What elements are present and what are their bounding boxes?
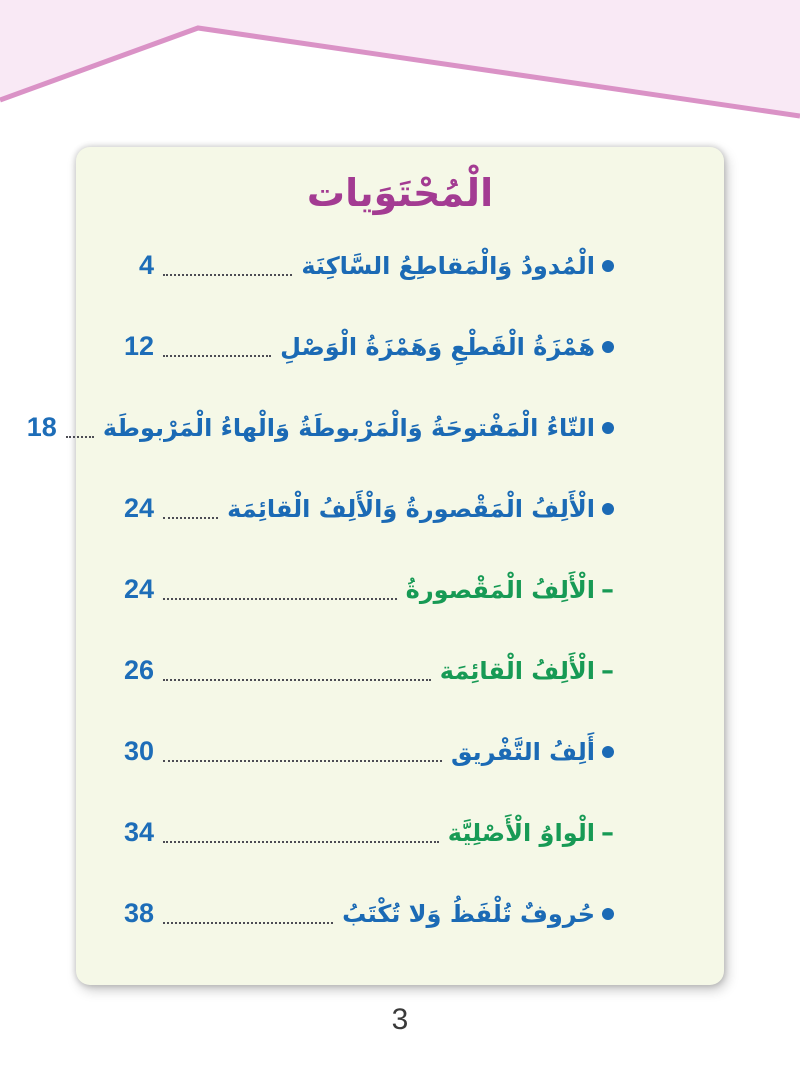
toc-entry [76,549,724,630]
dotted-leader [163,922,333,924]
bullet-icon [602,422,614,434]
bullet-icon [602,503,614,515]
toc-entry-text [451,738,614,766]
toc-entry-text [342,900,614,928]
toc-entry-text [448,818,614,848]
entry-page-number: 4 [138,250,154,280]
dotted-leader [66,436,94,438]
toc-entry-label: الْأَلِفُ الْمَقْصورةُ [405,575,595,604]
toc-entry-text [406,575,614,605]
toc-entry [76,225,724,306]
dotted-leader [163,598,397,600]
entry-page-number: 26 [123,655,154,685]
bullet-icon [602,260,614,272]
toc-entry [76,630,724,711]
toc-entry-text [103,414,614,442]
dotted-leader [163,355,271,357]
toc-entry-label: أَلِفُ التَّفْريق [450,737,595,766]
toc-entry [76,468,724,549]
toc-entry [26,387,724,468]
toc-entry [76,306,724,387]
toc-entry-text [280,333,614,361]
entry-page-number: 30 [123,736,154,766]
toc-entry-label: الْمُدودُ وَالْمَقاطِعُ السَّاكِنَة [301,251,595,280]
folio-page-number: 3 [391,1003,409,1036]
dash-icon: – [601,574,614,605]
pink-diagonal-band [0,0,800,170]
entry-page-number: 24 [123,574,154,604]
bullet-icon [602,746,614,758]
entry-page-number: 12 [123,331,154,361]
dotted-leader [163,679,431,681]
header-decoration [0,0,800,170]
dotted-leader [163,517,218,519]
toc-list [26,225,724,954]
contents-panel [26,147,724,985]
entry-page-number: 18 [26,412,57,442]
toc-entry-text [227,495,614,523]
toc-entry-text [440,656,614,686]
toc-entry-label: الْأَلِفُ الْمَقْصورةُ وَالْأَلِفُ الْقائِمَة [227,494,595,523]
dash-icon: – [601,655,614,686]
dash-icon: – [601,817,614,848]
toc-entry-label: حُروفٌ تُلْفَظُ وَلا تُكْتَبُ [342,899,595,928]
bullet-icon [602,908,614,920]
page-title: الْمُحْتَوَيات [306,171,494,215]
toc-entry-label: الْأَلِفُ الْقائِمَة [439,656,595,685]
toc-entry [76,792,724,873]
bullet-icon [602,341,614,353]
dotted-leader [163,274,292,276]
toc-entry-text [301,252,614,280]
entry-page-number: 24 [123,493,154,523]
entry-page-number: 38 [123,898,154,928]
toc-entry-label: الْواوُ الْأَصْلِيَّة [447,818,595,847]
toc-entry-label: التّاءُ الْمَفْتوحَةُ وَالْمَرْبوطَةُ وَالْهاءُ الْمَرْبوطَة [102,413,595,442]
toc-entry [76,873,724,954]
dotted-leader [163,841,439,843]
entry-page-number: 34 [123,817,154,847]
toc-entry [76,711,724,792]
dotted-leader [163,760,442,762]
toc-entry-label: هَمْزَةُ الْقَطْعِ وَهَمْزَةُ الْوَصْلِ [280,332,595,361]
